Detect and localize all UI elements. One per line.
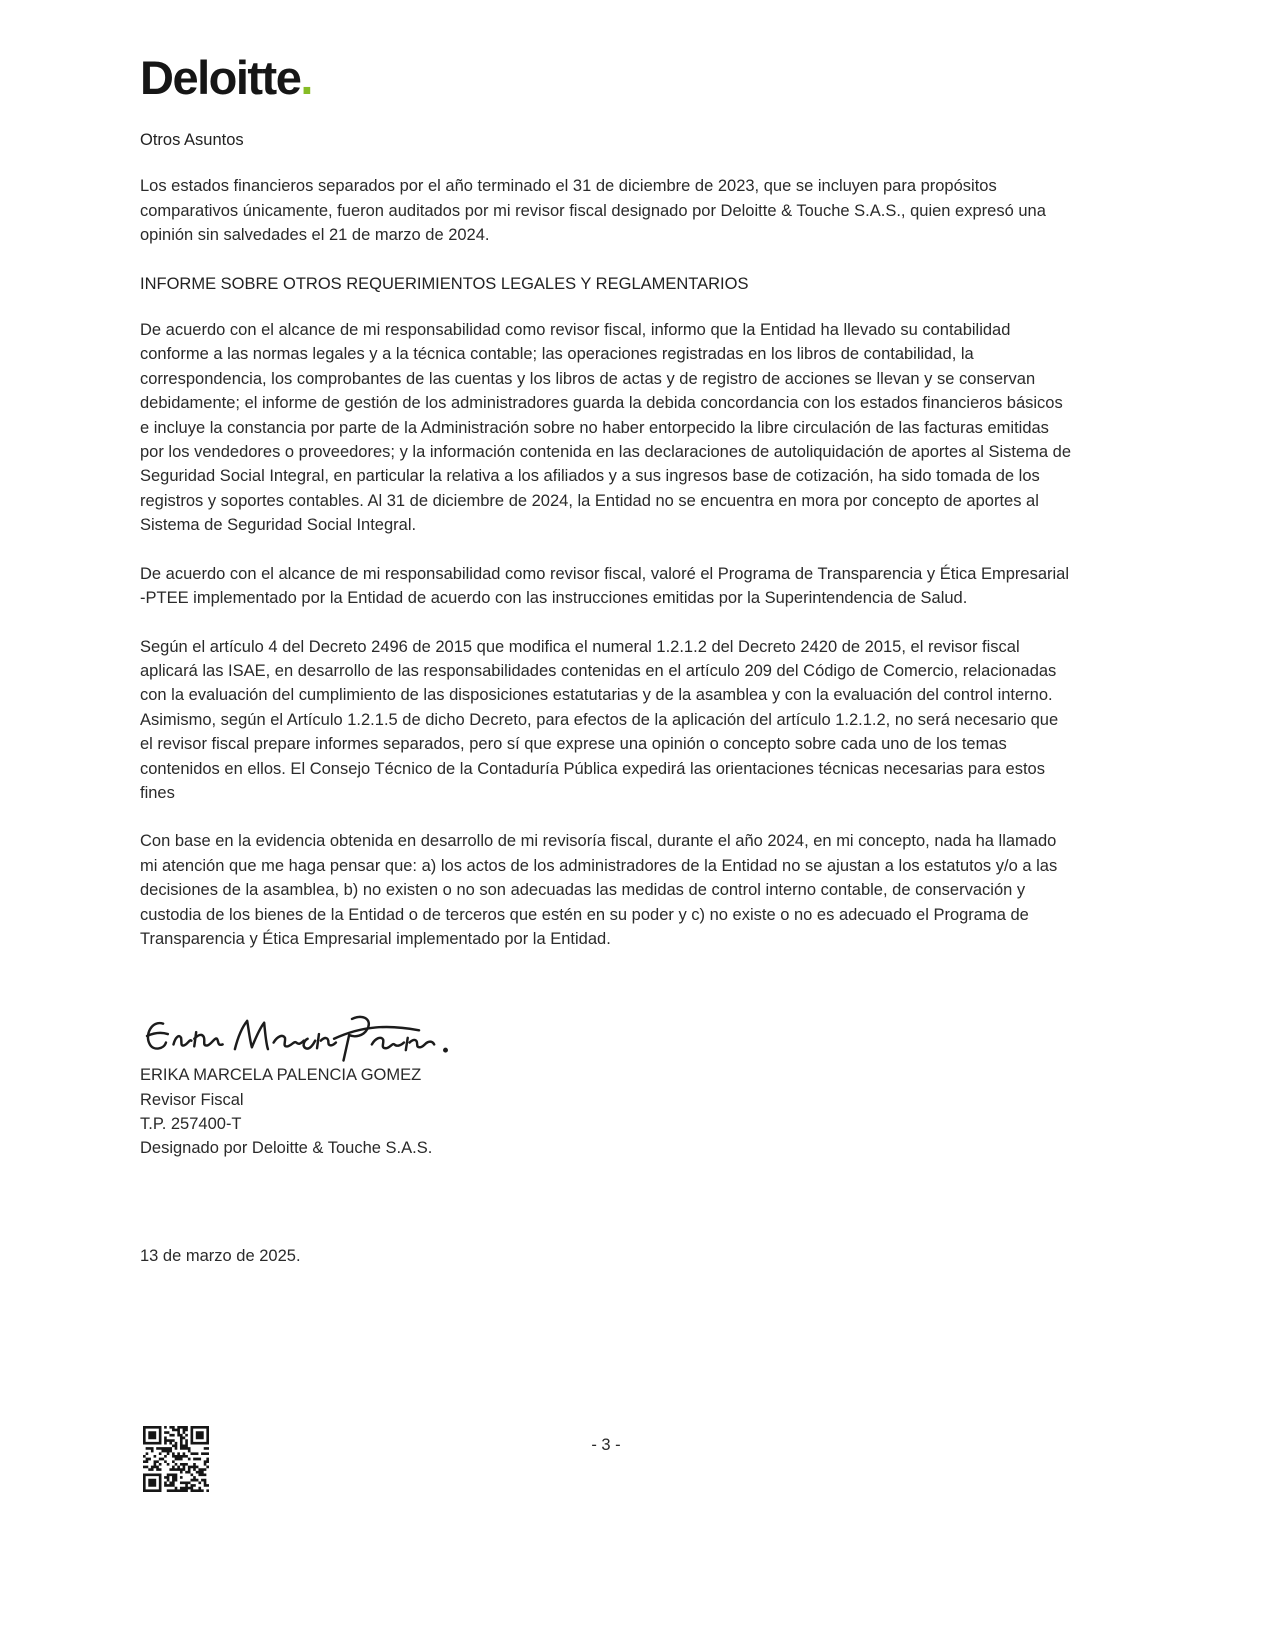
signer-name: ERIKA MARCELA PALENCIA GOMEZ (140, 1066, 422, 1085)
paragraph-evidencia-conclusion: Con base en la evidencia obtenida en desarrollo de mi revisoría fiscal, durante el año 2024, en mi concepto, nada ha llamado mi atención que me haga pensar que: a) los actos de los administradores de la Entidad no se ajustan a los estatutos y/o a las decisiones de la asamblea, b) no existen o no son adecuadas las medidas de control interno contable, de conservación y custodia de los bienes de la Entidad o de terceros que estén en su poder y c) no existe o no es adecuado el Programa de Transparencia y Ética Empresarial implementado por la Entidad. (140, 832, 1058, 948)
report-date: 13 de marzo de 2025. (140, 1247, 301, 1266)
section-heading-otros-asuntos: Otros Asuntos (140, 131, 244, 149)
deloitte-logo-dot: . (300, 51, 312, 104)
signature-block (140, 1001, 1072, 1160)
signer-license-number: T.P. 257400-T (140, 1114, 242, 1133)
deloitte-logo (140, 50, 1072, 106)
signer-designation: Designado por Deloitte & Touche S.A.S. (140, 1138, 433, 1157)
handwritten-signature-image (136, 1001, 466, 1069)
paragraph-estados-comparativos: Los estados financieros separados por el año terminado el 31 de diciembre de 2023, que se incluyen para propósitos comparativos únicamente, fueron auditados por mi revisor fiscal designado por Deloitte & Touche S.A.S., quien expresó una opinión sin salvedades el 21 de marzo de 2024. (140, 177, 1046, 245)
section-heading-informe-requerimientos: INFORME SOBRE OTROS REQUERIMIENTOS LEGALES Y REGLAMENTARIOS (140, 274, 749, 293)
deloitte-logo-text: Deloitte (140, 51, 301, 104)
page-number: - 3 - (591, 1436, 621, 1454)
paragraph-alcance-contabilidad: De acuerdo con el alcance de mi responsabilidad como revisor fiscal, informo que la Entidad ha llevado su contabilidad conforme a las normas legales y a la técnica contable; las operaciones registradas en los libros de contabilidad, la correspondencia, los comprobantes de las cuentas y los libros de actas y de registro de acciones se llevan y se conservan debidamente; el informe de gestión de los administradores guarda la debida concordancia con los estados financieros básicos e incluye la constancia por parte de la Administración sobre no haber entorpecido la libre circulación de las facturas emitidas por los vendedores o proveedores; y la información contenida en las declaraciones de autoliquidación de aportes al Sistema de Seguridad Social Integral, en particular la relativa a los afiliados y a sus ingresos base de cotización, ha sido tomada de los registros y soportes contables. Al 31 de diciembre de 2024, la Entidad no se encuentra en mora por concepto de aportes al Sistema de Seguridad Social Integral. (140, 321, 1071, 535)
document-content (140, 0, 1072, 1268)
paragraph-programa-ptee: De acuerdo con el alcance de mi responsabilidad como revisor fiscal, valoré el Programa de Transparencia y Ética Empresarial -PTEE implementado por la Entidad de acuerdo con las instrucciones emitidas por la Superintendencia de Salud. (140, 564, 1070, 608)
signer-role: Revisor Fiscal (140, 1090, 244, 1109)
paragraph-decreto-2496: Según el artículo 4 del Decreto 2496 de 2015 que modifica el numeral 1.2.1.2 del Decreto 2420 de 2015, el revisor fiscal aplicará las ISAE, en desarrollo de las responsabilidades contenidas en el artículo 209 del Código de Comercio, relacionadas con la evaluación del cumplimiento de las disposiciones estatutarias y de la asamblea y con la evaluación del control interno. Asimismo, según el Artículo 1.2.1.5 de dicho Decreto, para efectos de la aplicación del artículo 1.2.1.2, no será necesario que el revisor fiscal prepare informes separados, pero sí que exprese una opinión o concepto sobre cada uno de los temas contenidos en ellos. El Consejo Técnico de la Contaduría Pública expedirá las orientaciones técnicas necesarias para estos fines (140, 637, 1059, 802)
